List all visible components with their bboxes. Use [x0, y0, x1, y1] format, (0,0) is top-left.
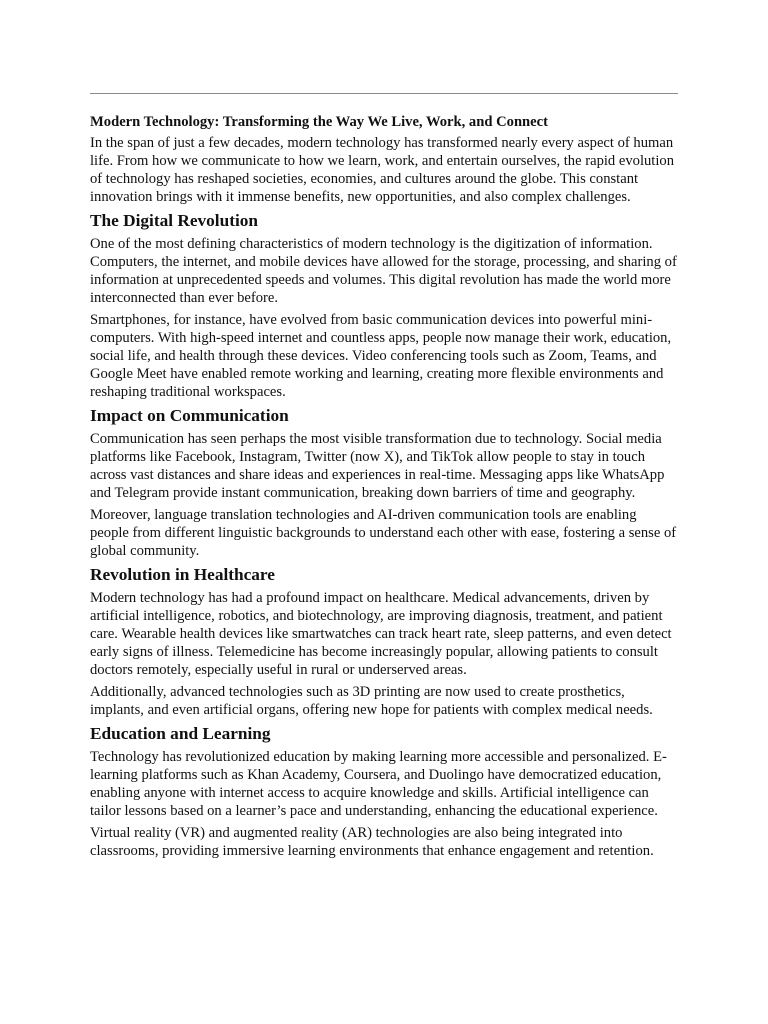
section-paragraph: Moreover, language translation technologies and AI-driven communication tools are enabling people from different linguistic backgrounds to understand each other with ease, fostering a sense of global community. [90, 507, 677, 559]
section-education-and-learning [90, 723, 678, 860]
document-body [90, 113, 678, 864]
section-paragraph: Additionally, advanced technologies such as 3D printing are now used to create prosthetics, implants, and even artificial organs, offering new hope for patients with complex medical needs. [90, 684, 653, 718]
document-title: Modern Technology: Transforming the Way We Live, Work, and Connect [90, 114, 548, 130]
section-heading: Impact on Communication [90, 406, 289, 425]
section-paragraph: Modern technology has had a profound impact on healthcare. Medical advancements, driven by artificial intelligence, robotics, and biotechnology, are improving diagnosis, treatment, and patient care. Wearable health devices like smartwatches can track heart rate, sleep patterns, and even detect early signs of illness. Telemedicine has become increasingly popular, allowing patients to consult doctors remotely, especially useful in rural or underserved areas. [90, 590, 672, 678]
intro-paragraph: In the span of just a few decades, modern technology has transformed nearly every aspect of human life. From how we communicate to how we learn, work, and entertain ourselves, the rapid evolution of technology has reshaped societies, economies, and cultures around the globe. This constant innovation brings with it immense benefits, new opportunities, and also complex challenges. [90, 135, 674, 205]
section-paragraph: Technology has revolutionized education by making learning more accessible and personalized. E-learning platforms such as Khan Academy, Coursera, and Duolingo have democratized education, enabling anyone with internet access to acquire knowledge and skills. Artificial intelligence can tailor lessons based on a learner’s pace and understanding, enhancing the educational experience. [90, 749, 667, 819]
section-digital-revolution [90, 210, 678, 401]
section-heading: Education and Learning [90, 724, 271, 743]
section-impact-on-communication [90, 405, 678, 560]
section-revolution-in-healthcare [90, 564, 678, 719]
section-paragraph: One of the most defining characteristics of modern technology is the digitization of information. Computers, the internet, and mobile devices have allowed for the storage, processing, and sharing of information at unprecedented speeds and volumes. This digital revolution has made the world more interconnected than ever before. [90, 236, 677, 306]
section-paragraph: Communication has seen perhaps the most visible transformation due to technology. Social media platforms like Facebook, Instagram, Twitter (now X), and TikTok allow people to stay in touch across vast distances and share ideas and experiences in real-time. Messaging apps like WhatsApp and Telegram provide instant communication, breaking down barriers of time and geography. [90, 431, 665, 501]
section-paragraph: Smartphones, for instance, have evolved from basic communication devices into powerful mini-computers. With high-speed internet and countless apps, people now manage their work, education, social life, and health through these devices. Video conferencing tools such as Zoom, Teams, and Google Meet have enabled remote working and learning, creating more flexible environments and reshaping traditional workspaces. [90, 312, 672, 400]
header-divider [90, 93, 678, 94]
section-paragraph: Virtual reality (VR) and augmented reality (AR) technologies are also being integrated into classrooms, providing immersive learning environments that enhance engagement and retention. [90, 825, 654, 859]
section-heading: The Digital Revolution [90, 211, 259, 230]
section-heading: Revolution in Healthcare [90, 565, 275, 584]
